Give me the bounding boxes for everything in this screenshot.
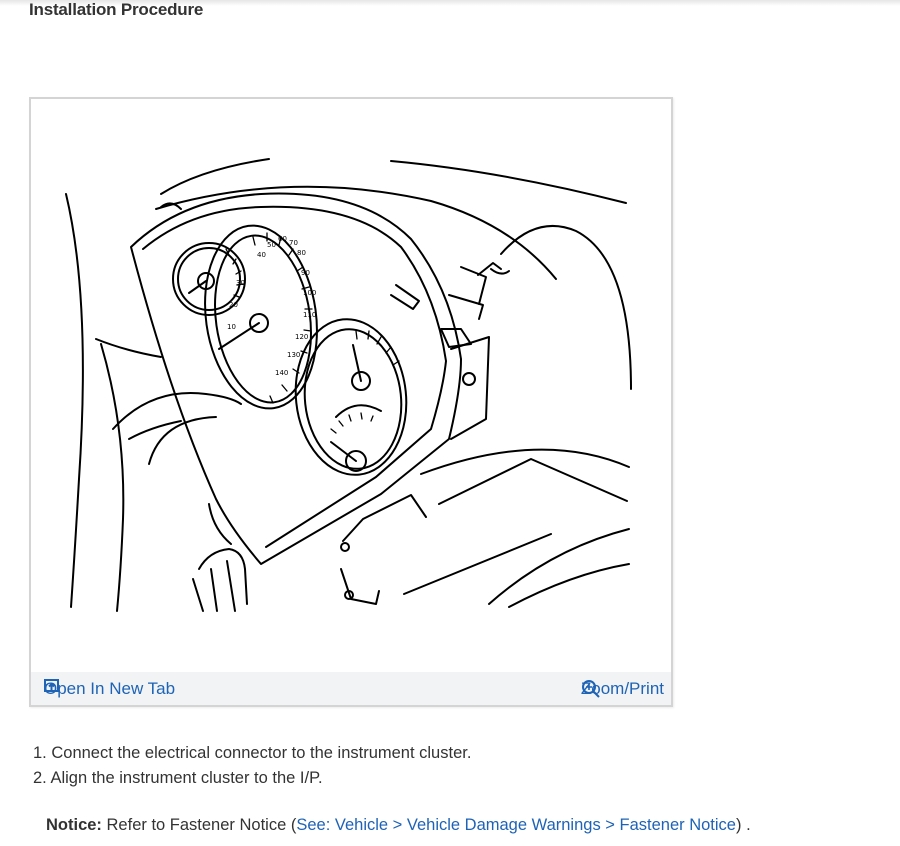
zoom-print-label: Zoom/Print xyxy=(580,679,664,698)
svg-text:80: 80 xyxy=(297,249,306,257)
zoom-print-link[interactable] xyxy=(581,679,664,699)
svg-text:140: 140 xyxy=(275,369,289,377)
svg-text:110: 110 xyxy=(303,311,317,319)
svg-text:70: 70 xyxy=(289,239,298,247)
figure-frame xyxy=(29,97,673,707)
svg-text:130: 130 xyxy=(287,351,301,359)
page-title: Installation Procedure xyxy=(29,0,204,19)
notice-text: Refer to Fastener Notice ( xyxy=(106,816,297,834)
svg-text:100: 100 xyxy=(303,289,317,297)
procedure-steps xyxy=(33,741,471,791)
svg-text:10: 10 xyxy=(227,323,236,331)
figure-toolbar xyxy=(31,672,671,705)
fastener-notice-link[interactable]: See: Vehicle > Vehicle Damage Warnings > Fastener Notice xyxy=(296,816,736,834)
svg-text:90: 90 xyxy=(301,269,310,277)
svg-text:50: 50 xyxy=(267,241,276,249)
instrument-cluster-illustration xyxy=(31,99,671,671)
open-in-new-tab-label: Open In New Tab xyxy=(44,679,176,698)
open-in-new-tab-icon xyxy=(44,679,59,692)
notice-label: Notice: xyxy=(46,816,102,834)
step-number: 2. xyxy=(33,769,47,787)
step-text: Align the instrument cluster to the I/P. xyxy=(50,769,323,787)
step-number: 1. xyxy=(33,744,47,762)
svg-text:120: 120 xyxy=(295,333,309,341)
step-text: Connect the electrical connector to the instrument cluster. xyxy=(51,744,472,762)
zoom-in-icon xyxy=(581,679,601,699)
fastener-notice xyxy=(46,816,751,835)
svg-text:60: 60 xyxy=(278,235,287,243)
svg-text:20: 20 xyxy=(229,301,238,309)
svg-text:30: 30 xyxy=(236,279,245,287)
notice-text-end: ) . xyxy=(735,816,751,834)
open-in-new-tab-link[interactable] xyxy=(44,679,175,699)
svg-text:40: 40 xyxy=(257,251,266,259)
step-item xyxy=(33,766,471,791)
step-item xyxy=(33,741,471,766)
